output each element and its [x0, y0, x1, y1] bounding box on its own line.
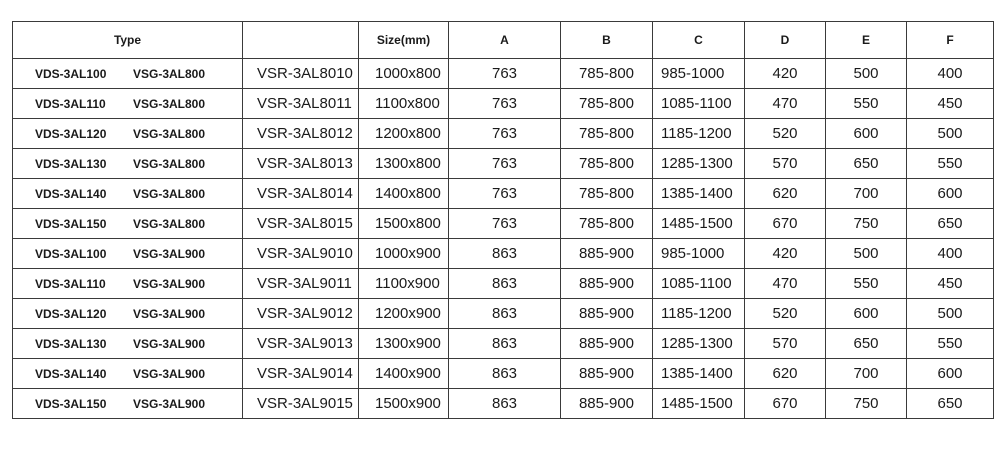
- vsr-model-cell: VSR-3AL9012: [243, 299, 359, 329]
- dim-e-cell: 700: [826, 179, 907, 209]
- type-cell: [13, 179, 243, 209]
- dim-b-cell: 885-900: [561, 329, 653, 359]
- table-row: [13, 59, 994, 89]
- dim-d-cell: 470: [745, 269, 826, 299]
- dim-b-cell: 885-900: [561, 269, 653, 299]
- header-c: C: [653, 22, 745, 59]
- table-row: [13, 359, 994, 389]
- dim-a-cell: 763: [449, 59, 561, 89]
- type-cell: [13, 149, 243, 179]
- vsg-model: VSG-3AL900: [133, 306, 206, 321]
- dim-b-cell: 785-800: [561, 59, 653, 89]
- dim-c-cell: 1085-1100: [653, 89, 745, 119]
- dim-a-cell: 763: [449, 209, 561, 239]
- vds-model: VDS-3AL150: [35, 216, 107, 231]
- vds-model: VDS-3AL100: [35, 66, 107, 81]
- dim-c-cell: 985-1000: [653, 239, 745, 269]
- vsg-model: VSG-3AL800: [133, 216, 206, 231]
- table-row: [13, 179, 994, 209]
- header-e: E: [826, 22, 907, 59]
- dim-f-cell: 400: [907, 239, 994, 269]
- size-cell: 1500x900: [359, 389, 449, 419]
- dim-a-cell: 863: [449, 389, 561, 419]
- dim-f-cell: 600: [907, 359, 994, 389]
- vsr-model-cell: VSR-3AL9010: [243, 239, 359, 269]
- type-cell: [13, 299, 243, 329]
- dim-a-cell: 863: [449, 269, 561, 299]
- dim-f-cell: 550: [907, 149, 994, 179]
- vsr-model-cell: VSR-3AL8011: [243, 89, 359, 119]
- table-row: [13, 389, 994, 419]
- dim-b-cell: 785-800: [561, 149, 653, 179]
- vsg-model: VSG-3AL800: [133, 96, 206, 111]
- dim-f-cell: 650: [907, 389, 994, 419]
- dim-c-cell: 1485-1500: [653, 389, 745, 419]
- dim-d-cell: 570: [745, 329, 826, 359]
- dim-d-cell: 670: [745, 209, 826, 239]
- table-row: [13, 119, 994, 149]
- dim-a-cell: 763: [449, 119, 561, 149]
- dim-e-cell: 550: [826, 269, 907, 299]
- dim-b-cell: 785-800: [561, 89, 653, 119]
- dim-d-cell: 620: [745, 179, 826, 209]
- size-cell: 1000x900: [359, 239, 449, 269]
- vsr-model-cell: VSR-3AL8014: [243, 179, 359, 209]
- vds-model: VDS-3AL130: [35, 336, 107, 351]
- header-b: B: [561, 22, 653, 59]
- vsg-model: VSG-3AL900: [133, 276, 206, 291]
- type-cell: [13, 329, 243, 359]
- dim-f-cell: 500: [907, 299, 994, 329]
- vds-model: VDS-3AL110: [35, 96, 106, 111]
- table-row: [13, 269, 994, 299]
- size-cell: 1000x800: [359, 59, 449, 89]
- dim-e-cell: 750: [826, 389, 907, 419]
- dim-b-cell: 885-900: [561, 389, 653, 419]
- dim-d-cell: 520: [745, 299, 826, 329]
- vsg-model: VSG-3AL900: [133, 246, 206, 261]
- vds-model: VDS-3AL100: [35, 246, 107, 261]
- dim-c-cell: 1385-1400: [653, 179, 745, 209]
- dim-c-cell: 1385-1400: [653, 359, 745, 389]
- dim-a-cell: 763: [449, 149, 561, 179]
- size-cell: 1200x800: [359, 119, 449, 149]
- vsg-model: VSG-3AL900: [133, 396, 206, 411]
- dim-c-cell: 1285-1300: [653, 149, 745, 179]
- header-f: F: [907, 22, 994, 59]
- vsr-model-cell: VSR-3AL8015: [243, 209, 359, 239]
- dim-f-cell: 500: [907, 119, 994, 149]
- dim-f-cell: 400: [907, 59, 994, 89]
- dim-c-cell: 1085-1100: [653, 269, 745, 299]
- type-cell: [13, 389, 243, 419]
- dim-f-cell: 550: [907, 329, 994, 359]
- dim-f-cell: 450: [907, 269, 994, 299]
- dim-a-cell: 863: [449, 299, 561, 329]
- dim-b-cell: 785-800: [561, 179, 653, 209]
- dim-e-cell: 600: [826, 299, 907, 329]
- vsg-model: VSG-3AL800: [133, 66, 206, 81]
- dim-f-cell: 650: [907, 209, 994, 239]
- spec-table: [12, 21, 994, 419]
- dim-a-cell: 863: [449, 239, 561, 269]
- header-a: A: [449, 22, 561, 59]
- dim-b-cell: 885-900: [561, 359, 653, 389]
- dim-a-cell: 763: [449, 179, 561, 209]
- dim-d-cell: 620: [745, 359, 826, 389]
- header-row: [13, 22, 994, 59]
- dim-f-cell: 600: [907, 179, 994, 209]
- table-row: [13, 299, 994, 329]
- dim-e-cell: 500: [826, 239, 907, 269]
- vsr-model-cell: VSR-3AL8013: [243, 149, 359, 179]
- header-d: D: [745, 22, 826, 59]
- dim-b-cell: 885-900: [561, 239, 653, 269]
- vds-model: VDS-3AL110: [35, 276, 106, 291]
- vsr-model-cell: VSR-3AL8010: [243, 59, 359, 89]
- size-cell: 1100x900: [359, 269, 449, 299]
- vsr-model-cell: VSR-3AL8012: [243, 119, 359, 149]
- size-cell: 1400x900: [359, 359, 449, 389]
- table-row: [13, 149, 994, 179]
- table-row: [13, 209, 994, 239]
- table-body: [13, 59, 994, 419]
- size-cell: 1300x800: [359, 149, 449, 179]
- vds-model: VDS-3AL130: [35, 156, 107, 171]
- dim-e-cell: 500: [826, 59, 907, 89]
- header-type: Type: [13, 22, 243, 59]
- dim-e-cell: 650: [826, 329, 907, 359]
- dim-b-cell: 785-800: [561, 209, 653, 239]
- dim-a-cell: 763: [449, 89, 561, 119]
- dim-d-cell: 420: [745, 239, 826, 269]
- type-cell: [13, 59, 243, 89]
- dim-f-cell: 450: [907, 89, 994, 119]
- vsg-model: VSG-3AL900: [133, 366, 206, 381]
- dim-b-cell: 885-900: [561, 299, 653, 329]
- table-row: [13, 329, 994, 359]
- header-model: [243, 22, 359, 59]
- vsr-model-cell: VSR-3AL9013: [243, 329, 359, 359]
- type-cell: [13, 89, 243, 119]
- dim-d-cell: 470: [745, 89, 826, 119]
- dim-d-cell: 570: [745, 149, 826, 179]
- vds-model: VDS-3AL150: [35, 396, 107, 411]
- dim-a-cell: 863: [449, 329, 561, 359]
- dim-b-cell: 785-800: [561, 119, 653, 149]
- header-size: Size(mm): [359, 22, 449, 59]
- table-row: [13, 89, 994, 119]
- dim-d-cell: 420: [745, 59, 826, 89]
- size-cell: 1400x800: [359, 179, 449, 209]
- type-cell: [13, 119, 243, 149]
- vsr-model-cell: VSR-3AL9014: [243, 359, 359, 389]
- size-cell: 1500x800: [359, 209, 449, 239]
- dim-c-cell: 1285-1300: [653, 329, 745, 359]
- dim-e-cell: 600: [826, 119, 907, 149]
- type-cell: [13, 359, 243, 389]
- vsr-model-cell: VSR-3AL9011: [243, 269, 359, 299]
- dim-c-cell: 985-1000: [653, 59, 745, 89]
- size-cell: 1200x900: [359, 299, 449, 329]
- dim-e-cell: 550: [826, 89, 907, 119]
- type-cell: [13, 269, 243, 299]
- dim-c-cell: 1185-1200: [653, 299, 745, 329]
- type-cell: [13, 209, 243, 239]
- vds-model: VDS-3AL140: [35, 186, 107, 201]
- vsg-model: VSG-3AL900: [133, 336, 206, 351]
- dim-c-cell: 1185-1200: [653, 119, 745, 149]
- dim-e-cell: 700: [826, 359, 907, 389]
- vsg-model: VSG-3AL800: [133, 156, 206, 171]
- vds-model: VDS-3AL120: [35, 126, 107, 141]
- dim-e-cell: 650: [826, 149, 907, 179]
- dim-d-cell: 670: [745, 389, 826, 419]
- dim-a-cell: 863: [449, 359, 561, 389]
- dim-d-cell: 520: [745, 119, 826, 149]
- type-cell: [13, 239, 243, 269]
- vsg-model: VSG-3AL800: [133, 126, 206, 141]
- vsr-model-cell: VSR-3AL9015: [243, 389, 359, 419]
- size-cell: 1300x900: [359, 329, 449, 359]
- dim-c-cell: 1485-1500: [653, 209, 745, 239]
- vds-model: VDS-3AL120: [35, 306, 107, 321]
- dim-e-cell: 750: [826, 209, 907, 239]
- table-row: [13, 239, 994, 269]
- vds-model: VDS-3AL140: [35, 366, 107, 381]
- size-cell: 1100x800: [359, 89, 449, 119]
- vsg-model: VSG-3AL800: [133, 186, 206, 201]
